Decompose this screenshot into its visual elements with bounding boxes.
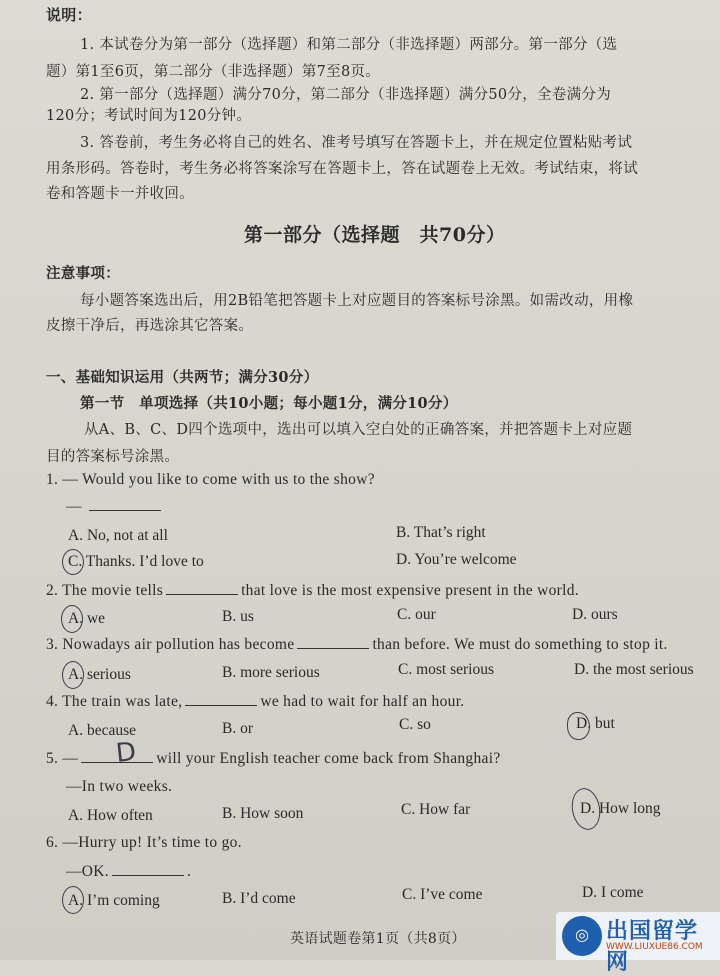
q6-option-a: A. I’m coming	[68, 892, 160, 909]
question-stem-pre: Nowadays air pollution has become	[62, 636, 295, 653]
q6-option-d: D. I come	[582, 884, 644, 901]
q2-option-b: B. us	[222, 608, 254, 625]
notice-heading: 注意事项：	[46, 265, 120, 282]
site-logo	[556, 912, 720, 975]
instruction-3-line-2: 用条形码。答卷时，考生务必将答案涂写在答题卡上，答在试题卷上无效。考试结束，将试	[46, 161, 638, 177]
section-subheading: 第一节 单项选择（共10小题；每小题1分，满分10分）	[80, 395, 458, 412]
q1-option-c: C. Thanks. I’d love to	[68, 553, 204, 570]
q5-option-c: C. How far	[401, 801, 471, 818]
answer-blank	[112, 874, 184, 876]
instruction-2-line-1: 2. 第一部分（选择题）满分70分，第二部分（非选择题）满分50分，全卷满分为	[80, 87, 612, 103]
question-stem-pre: —	[62, 750, 79, 767]
question-number: 1.	[46, 471, 59, 488]
q3-option-b: B. more serious	[222, 664, 320, 681]
section-description-line-2: 目的答案标号涂黑。	[46, 449, 180, 465]
instruction-3-line-1: 3. 答卷前，考生务必将自己的姓名、准考号填写在答题卡上，并在规定位置粘贴考试	[80, 135, 633, 151]
q3-option-d: D. the most serious	[574, 661, 694, 678]
header-title: 说明：	[46, 6, 92, 24]
logo-swirl-icon: ◎	[562, 916, 602, 956]
q4-option-d: D. but	[576, 715, 615, 732]
q1-option-d: D. You’re welcome	[396, 551, 517, 568]
answer-blank	[166, 593, 238, 595]
answer-mark-circle	[62, 661, 84, 689]
question-6	[46, 834, 242, 852]
question-number: 5.	[46, 750, 59, 767]
q4-option-a: A. because	[68, 722, 136, 739]
question-stem: —Hurry up! It’s time to go.	[62, 834, 242, 851]
question-stem-pre: The train was late,	[62, 693, 183, 710]
page-footer: 英语试题卷第1页（共8页）	[290, 931, 466, 947]
answer-mark-circle	[62, 886, 84, 914]
instruction-1-line-1: 1. 本试卷分为第一部分（选择题）和第二部分（非选择题）两部分。第一部分（选	[80, 37, 618, 53]
q5-option-a: A. How often	[68, 807, 153, 824]
question-5	[46, 750, 501, 768]
q2-option-a: A. we	[68, 610, 106, 627]
instruction-3-line-3: 卷和答题卡一并收回。	[46, 186, 194, 202]
answer-blank	[89, 509, 161, 511]
notice-line-1: 每小题答案选出后，用2B铅笔把答题卡上对应题目的答案标号涂黑。如需改动，用橡	[80, 293, 634, 309]
q5-option-b: B. How soon	[222, 805, 304, 822]
answer-blank	[185, 704, 257, 706]
question-3	[46, 636, 668, 654]
question-4	[46, 693, 464, 711]
q2-option-d: D. ours	[572, 606, 618, 623]
answer-mark-circle	[567, 712, 590, 740]
q3-option-a: A. serious	[68, 666, 131, 683]
question-stem: — Would you like to come with us to the show?	[62, 471, 375, 488]
answer-mark-circle	[569, 786, 604, 832]
q6-option-c: C. I’ve come	[402, 886, 483, 903]
question-number: 3.	[46, 636, 59, 653]
q1-option-a: A. No, not at all	[68, 527, 168, 544]
logo-url: WWW.LIUXUE86.COM	[606, 942, 703, 952]
q5-option-d: D. How long	[580, 800, 661, 817]
q3-option-c: C. most serious	[398, 661, 495, 678]
question-number: 6.	[46, 834, 59, 851]
question-6-response: —OK. .	[66, 863, 192, 880]
question-2	[46, 582, 579, 600]
question-1	[46, 471, 375, 489]
answer-mark-circle	[62, 549, 84, 575]
question-number: 4.	[46, 693, 59, 710]
part-one-title: 第一部分（选择题 共70分）	[244, 224, 506, 246]
q4-option-b: B. or	[222, 720, 253, 737]
question-stem-post: than before. We must do something to stop it.	[372, 636, 668, 653]
logo-title: 出国留学网	[606, 919, 699, 975]
q1-option-b: B. That’s right	[396, 524, 486, 541]
section-description-line-1: 从A、B、C、D四个选项中，选出可以填入空白处的正确答案，并把答题卡上对应题	[84, 422, 633, 438]
question-stem-post: we had to wait for half an hour.	[260, 693, 465, 710]
question-stem-pre: The movie tells	[62, 582, 164, 599]
question-stem-line-2: —	[66, 498, 86, 515]
section-heading: 一、基础知识运用（共两节；满分30分）	[46, 369, 319, 386]
q4-option-c: C. so	[399, 716, 431, 733]
handwritten-answer: D	[114, 737, 138, 769]
question-1-response	[66, 498, 164, 516]
question-5-response: —In two weeks.	[66, 778, 173, 795]
question-stem-line-2: —OK.	[66, 863, 109, 880]
instruction-2-line-2: 120分；考试时间为120分钟。	[46, 108, 252, 124]
question-number: 2.	[46, 582, 59, 599]
question-stem-post: that love is the most expensive present in the world.	[241, 582, 579, 599]
answer-mark-circle	[61, 605, 83, 633]
notice-line-2: 皮擦干净后，再选涂其它答案。	[46, 318, 254, 334]
answer-blank	[297, 647, 369, 649]
question-stem-post: will your English teacher come back from Shanghai?	[156, 750, 501, 767]
q2-option-c: C. our	[397, 606, 436, 623]
q6-option-b: B. I’d come	[222, 890, 296, 907]
instruction-1-line-2: 题）第1至6页，第二部分（非选择题）第7至8页。	[46, 64, 381, 80]
